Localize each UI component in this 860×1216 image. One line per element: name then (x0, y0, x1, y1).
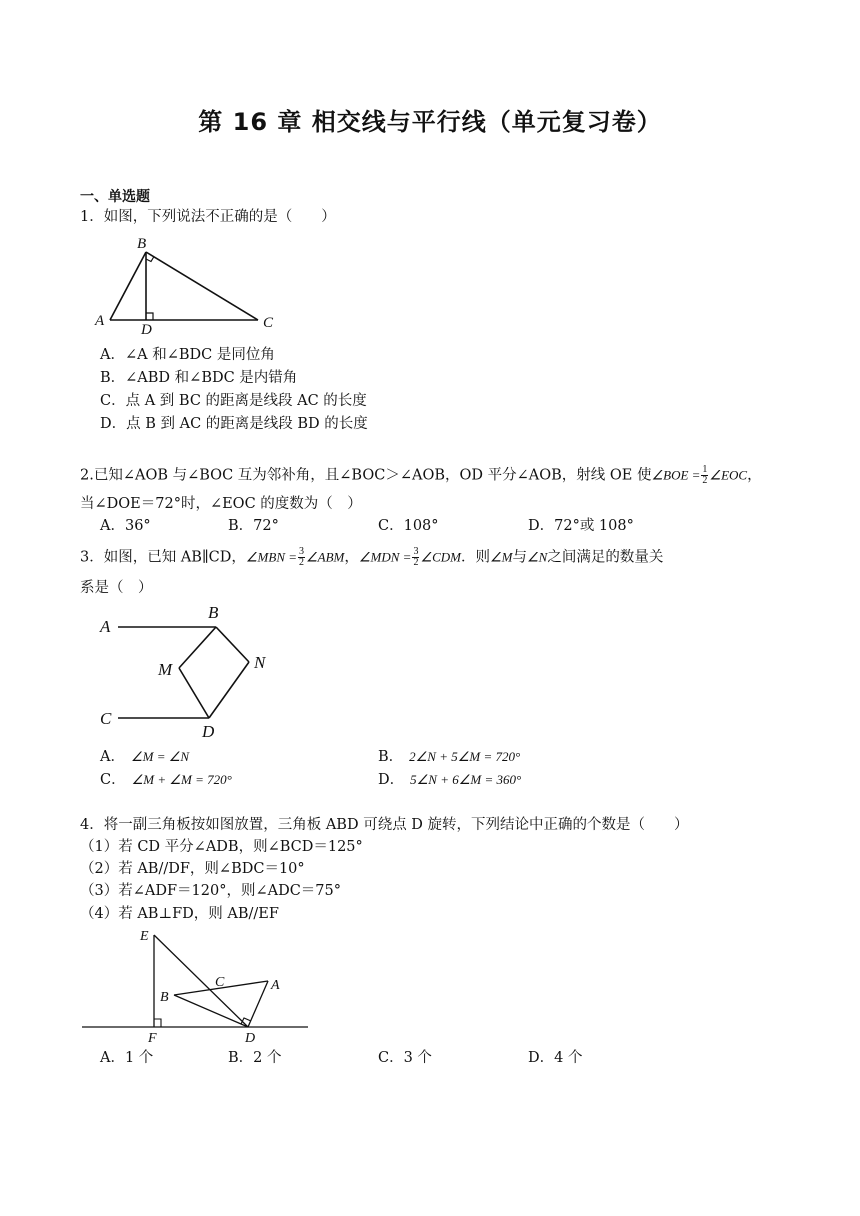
q3-option-c-formula: ∠M + ∠M = 720° (131, 772, 232, 787)
page-title: 第 16 章 相交线与平行线（单元复习卷） (198, 108, 662, 136)
q3-f1-den: 2 (299, 557, 305, 568)
q3-option-b (378, 747, 520, 767)
q3-angle-m: ∠M (490, 549, 513, 565)
q3-option-a-letter: A． (100, 749, 125, 765)
q3-line-dm (179, 668, 209, 718)
q1-option-d: D．点 B 到 AC 的距离是线段 BD 的长度 (100, 416, 368, 432)
q2-formula-lhs: ∠BOE = (651, 467, 701, 483)
q4-label-e: E (140, 929, 149, 944)
q3-f2-fraction (412, 547, 419, 568)
q3-line2: 系是（ ） (80, 580, 153, 596)
section-heading: 一、单选题 (80, 189, 150, 205)
q3-option-c (100, 770, 232, 790)
q1-option-a: A．∠A 和∠BDC 是同位角 (100, 347, 275, 363)
q4-option-b: B．2 个 (228, 1050, 282, 1066)
q3-f2-den: 2 (413, 557, 419, 568)
q2-option-a: A．36° (100, 518, 151, 534)
q4-label-f: F (148, 1031, 157, 1046)
q1-right-angle-d (146, 313, 153, 320)
q4-line-ad (248, 981, 268, 1027)
q2-formula-rhs: ∠EOC (709, 467, 748, 483)
q1-option-c: C．点 A 到 BC 的距离是线段 AC 的长度 (100, 393, 367, 409)
q3-sep: ， (344, 549, 359, 566)
q4-item-4: （4）若 AB⊥FD，则 AB//EF (80, 906, 279, 922)
q2-line1 (80, 465, 762, 486)
q1-label-d: D (141, 322, 152, 336)
q3-and: 与 (512, 549, 527, 566)
q3-line-mb (179, 627, 216, 668)
q3-option-d-formula: 5∠N + 6∠M = 360° (410, 772, 522, 787)
q1-right-angle-b (146, 257, 154, 262)
q4-line-ed (154, 935, 248, 1027)
q3-f2-num: 3 (413, 546, 419, 557)
q4-stem: 4．将一副三角板按如图放置，三角板 ABD 可绕点 D 旋转，下列结论中正确的个数是（ ） (80, 817, 689, 833)
q4-line-bd (174, 995, 248, 1027)
q2-line1-end: ， (747, 467, 762, 484)
q3-f2-rhs: ∠CDM (420, 549, 462, 565)
q3-option-b-letter: B． (378, 749, 404, 765)
q3-f2-lhs: ∠MDN = (358, 549, 412, 565)
q4-label-c: C (215, 975, 225, 990)
q3-f1-rhs: ∠ABM (306, 549, 345, 565)
q4-option-d: D．4 个 (528, 1050, 583, 1066)
q3-option-d-letter: D． (378, 772, 405, 788)
q4-label-b: B (160, 990, 169, 1005)
q3-line-bn (216, 627, 249, 662)
q4-item-1: （1）若 CD 平分∠ADB，则∠BCD＝125° (80, 839, 363, 855)
q3-option-d (378, 770, 521, 790)
q2-option-d: D．72°或 108° (528, 518, 634, 534)
q3-label-m: M (158, 660, 173, 679)
q1-label-b: B (137, 236, 147, 252)
q4-option-c: C．3 个 (378, 1050, 432, 1066)
q2-text: 2.已知∠AOB 与∠BOC 互为邻补角，且∠BOC＞∠AOB，OD 平分∠AOB，射线 OE 使 (80, 467, 652, 484)
q2-frac-num: 1 (702, 464, 708, 475)
q1-line-ab (110, 252, 146, 320)
q3-text-c: 之间满足的数量关 (547, 549, 664, 566)
q3-label-n: N (254, 653, 266, 672)
q3-f1-fraction (298, 547, 305, 568)
q3-option-b-formula: 2∠N + 5∠M = 720° (409, 749, 521, 764)
q2-frac-den: 2 (702, 475, 708, 486)
q3-label-d: D (202, 722, 215, 741)
q3-text-a: 3．如图，已知 AB∥CD， (80, 549, 246, 566)
q2-fraction (701, 465, 708, 486)
q4-item-2: （2）若 AB//DF，则∠BDC＝10° (80, 861, 305, 877)
q2-line2: 当∠DOE＝72°时，∠EOC 的度数为（ ） (80, 496, 362, 512)
q3-label-b: B (208, 603, 219, 622)
q4-label-d: D (245, 1031, 256, 1046)
q3-label-a: A (100, 617, 111, 636)
q3-line-nd (209, 662, 249, 718)
q3-angle-n: ∠N (527, 549, 548, 565)
q4-right-angle-f (154, 1019, 161, 1027)
q3-line1 (80, 547, 663, 568)
q3-figure (96, 600, 286, 745)
q4-label-a: A (271, 978, 280, 993)
q2-option-c: C．108° (378, 518, 439, 534)
q3-label-c: C (100, 709, 112, 728)
q3-f1-num: 3 (299, 546, 305, 557)
q3-option-a-formula: ∠M = ∠N (130, 749, 190, 764)
q1-line-bc (146, 252, 258, 320)
q3-option-a (100, 747, 189, 767)
q2-option-b: B．72° (228, 518, 279, 534)
q1-option-b: B．∠ABD 和∠BDC 是内错角 (100, 370, 298, 386)
q3-f1-lhs: ∠MBN = (245, 549, 298, 565)
q3-option-c-letter: C． (100, 772, 126, 788)
q4-option-a: A．1 个 (100, 1050, 154, 1066)
q3-text-b: ．则 (461, 549, 491, 566)
q1-stem: 1．如图，下列说法不正确的是（ ） (80, 209, 336, 225)
q4-item-3: （3）若∠ADF＝120°，则∠ADC＝75° (80, 883, 341, 899)
q1-figure (90, 232, 290, 336)
q1-label-a: A (95, 313, 105, 329)
q1-label-c: C (263, 315, 274, 331)
q4-figure (80, 926, 320, 1050)
